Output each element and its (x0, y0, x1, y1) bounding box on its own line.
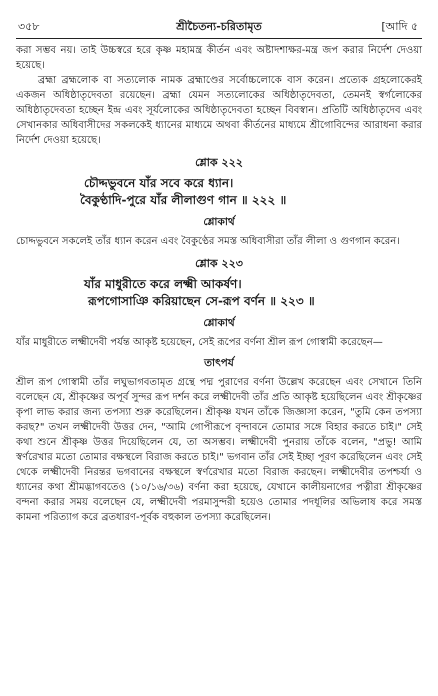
page-header (16, 18, 422, 36)
intro-paragraph-2: ব্রহ্মা ব্রহ্মলোক বা সত্যলোক নামক ব্রহ্মাণ্ডের সর্বোচ্চলোকে বাস করেন। প্রত্যেক গ্রহলোকেরই একজন অধিষ্ঠাতৃদেবতা রয়েছেন। ব্রহ্মা যেমন সত্যলোকের অধিষ্ঠাতৃদেবতা, তেমনই স্বর্গলোকের অধিষ্ঠাতৃদেবতা হচ্ছেন ইন্দ্র এবং সূর্যলোকের অধিষ্ঠাতৃদেবতা হচ্ছেন বিবস্বান। প্রতিটি অধিষ্ঠাতৃদেব এবং সেখানকার অধিবাসীদের সকলকেই ধ্যানের মাধ্যমে অথবা কীর্তনের মাধ্যমে শ্রীগোবিন্দের আরাধনা করার নির্দেশ দেওয়া হয়েছে। (16, 75, 422, 146)
verse-line-1: যাঁর মাধুরীতে করে লক্ষ্মী আকর্ষণ। (84, 277, 242, 291)
verse-heading: শ্লোক ২২২ (195, 156, 243, 169)
section-label: [আদি ৫ (381, 20, 418, 33)
header-rule (16, 38, 422, 39)
purport-text: শ্রীল রূপ গোস্বামী তাঁর লঘুভাগবতামৃত গ্রন্থে পদ্ম পুরাণের বর্ণনা উল্লেখ করেছেন এবং সেখানে তিনি বলেছেন যে, শ্রীকৃষ্ণের অপূর্ব সুন্দর রূপ দর্শন করে লক্ষ্মীদেবী তাঁর প্রতি আকৃষ্ট হয়েছিলেন এবং শ্রীকৃষ্ণের কৃপা লাভ করার জন্য তপস্যা শুরু করেছিলেন। শ্রীকৃষ্ণ যখন তাঁকে জিজ্ঞাসা করেন, "তুমি কেন তপস্যা করছ?" তখন লক্ষ্মীদেবী উত্তর দেন, "আমি গোপীরূপে বৃন্দাবনে তোমার সঙ্গে বিহার করতে চাই।" সেই কথা শুনে শ্রীকৃষ্ণ উত্তর দিয়েছিলেন যে, তা অসম্ভব। লক্ষ্মীদেবী পুনরায় তাঁকে বলেন, "প্রভু! আমি স্বর্ণরেখার মতো তোমার বক্ষস্থলে বিরাজ করতে চাই।" ভগবান তাঁর সেই ইচ্ছা পূরণ করেছিলেন এবং সেই থেকে লক্ষ্মীদেবী নিরন্তর ভগবানের বক্ষস্থলে স্বর্ণরেখার মতো বিরাজ করছেন। লক্ষ্মীদেবীর তপশ্চর্যা ও ধ্যানের কথা শ্রীমদ্ভাগবতেও (১০/১৬/৩৬) বর্ণনা করা হয়েছে, যেখানে কালীয়নাগের পত্নীরা শ্রীকৃষ্ণের বন্দনা করার সময় বলেছেন যে, লক্ষ্মীদেবী পরমাসুন্দরী হয়েও তোমার পদধূলির অভিলাষ করে সমস্ত কামনা পরিত্যাগ করে ব্রতধারণ-পূর্বক বহুকাল তপস্যা করেছিলেন। (16, 377, 422, 523)
intro-paragraph-1: করা সম্ভব নয়। তাই উচ্চস্বরে হরে কৃষ্ণ মহামন্ত্র কীর্তন এবং অষ্টাদশাক্ষর-মন্ত্র জপ করার নির্দেশ দেওয়া হয়েছে। (16, 45, 422, 71)
running-title: শ্রীচৈতন্য-চরিতামৃত (176, 20, 262, 33)
translation-text: চোদ্দভুবনে সকলেই তাঁর ধ্যান করেন এবং বৈকুণ্ঠের সমস্ত অধিবাসীরা তাঁর লীলা ও গুণগান করেন। (16, 236, 400, 247)
translation-heading: শ্লোকার্থ (203, 317, 235, 329)
purport (16, 356, 422, 525)
verse-heading: শ্লোক ২২৩ (195, 257, 243, 270)
verse-line-2: রূপগোসাঞি করিয়াছেন সে-রূপ বর্ণন ॥ ২২৩ ॥ (88, 294, 315, 308)
purport-heading: তাৎপর্য (204, 357, 234, 369)
verse-line-1: চৌদ্দভুবনে যাঁর সবে করে ধ্যান। (84, 176, 234, 190)
page-number: ৩৫৮ (18, 20, 40, 33)
translation-text: যাঁর মাধুরীতে লক্ষ্মীদেবী পর্যন্ত আকৃষ্ট হয়েছেন, সেই রূপের বর্ণনা শ্রীল রূপ গোস্বামী করেছেন— (16, 337, 383, 348)
verse-223 (16, 255, 422, 350)
verse-222 (16, 154, 422, 249)
verse-line-2: বৈকুণ্ঠাদি-পুরে যাঁর লীলাগুণ গান ॥ ২২২ ॥ (80, 193, 287, 207)
translation-heading: শ্লোকার্থ (203, 216, 235, 228)
